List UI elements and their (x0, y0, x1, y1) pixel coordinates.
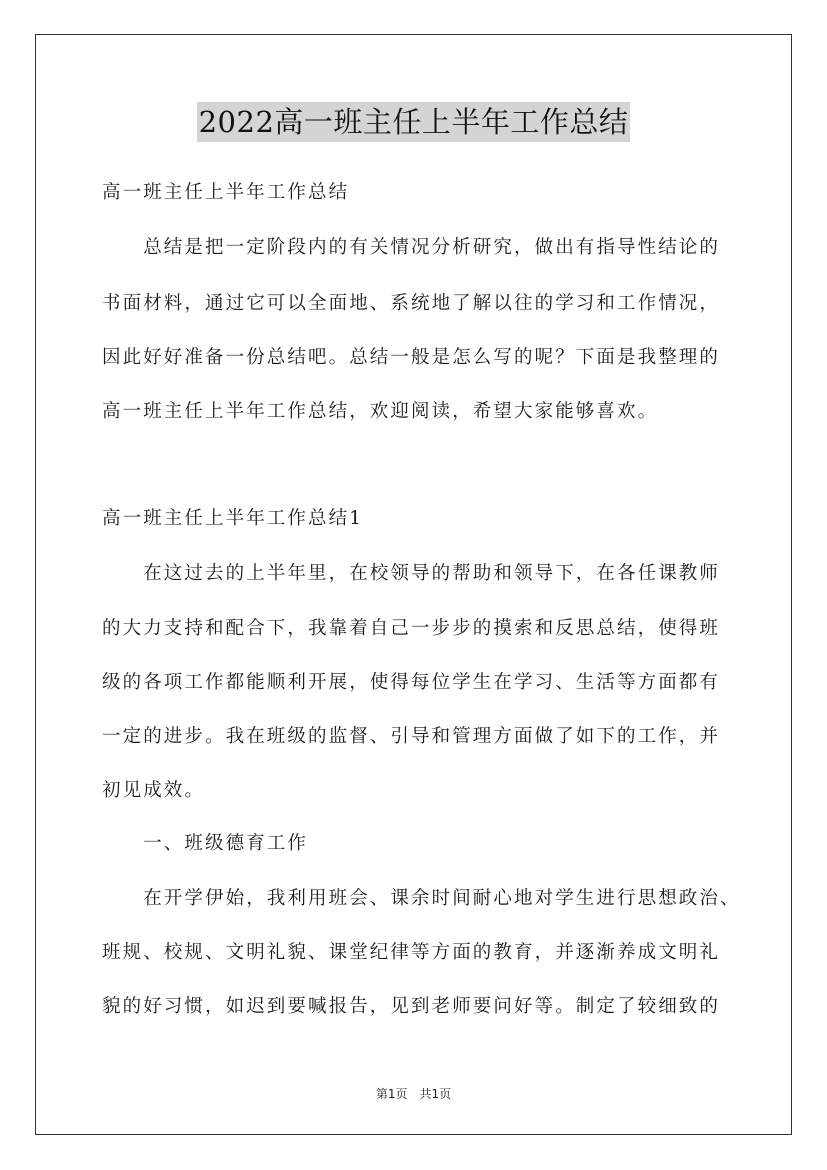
paragraph-line: 初见成效。 (102, 780, 206, 801)
page-footer: 第1页 共1页 (375, 1087, 452, 1101)
subtitle-line: 高一班主任上半年工作总结 (102, 182, 350, 203)
paragraph-line: 高一班主任上半年工作总结，欢迎阅读，希望大家能够喜欢。 (102, 401, 659, 422)
paragraph-line: 级的各项工作都能顺利开展，使得每位学生在学习、生活等方面都有 (102, 672, 721, 693)
section-heading: 高一班主任上半年工作总结1 (102, 508, 364, 529)
subsection-heading: 一、班级德育工作 (102, 833, 309, 854)
paragraph-line: 班规、校规、文明礼貌、课堂纪律等方面的教育，并逐渐养成文明礼 (102, 942, 721, 963)
title-wrap (0, 102, 827, 142)
paragraph-line: 因此好好准备一份总结吧。总结一般是怎么写的呢？下面是我整理的 (102, 347, 721, 368)
paragraph-line: 一定的进步。我在班级的监督、引导和管理方面做了如下的工作，并 (102, 726, 721, 747)
paragraph-line: 总结是把一定阶段内的有关情况分析研究，做出有指导性结论的 (102, 237, 721, 258)
document-title: 2022高一班主任上半年工作总结 (197, 102, 631, 142)
paragraph-line: 在这过去的上半年里，在校领导的帮助和领导下，在各任课教师 (102, 563, 721, 584)
paragraph-line: 书面材料，通过它可以全面地、系统地了解以往的学习和工作情况， (102, 293, 721, 314)
paragraph-line: 的大力支持和配合下，我靠着自己一步步的摸索和反思总结，使得班 (102, 618, 721, 639)
paragraph-line: 在开学伊始，我利用班会、课余时间耐心地对学生进行思想政治、 (102, 888, 741, 909)
paragraph-line: 貌的好习惯，如迟到要喊报告，见到老师要问好等。制定了较细致的 (102, 996, 721, 1017)
